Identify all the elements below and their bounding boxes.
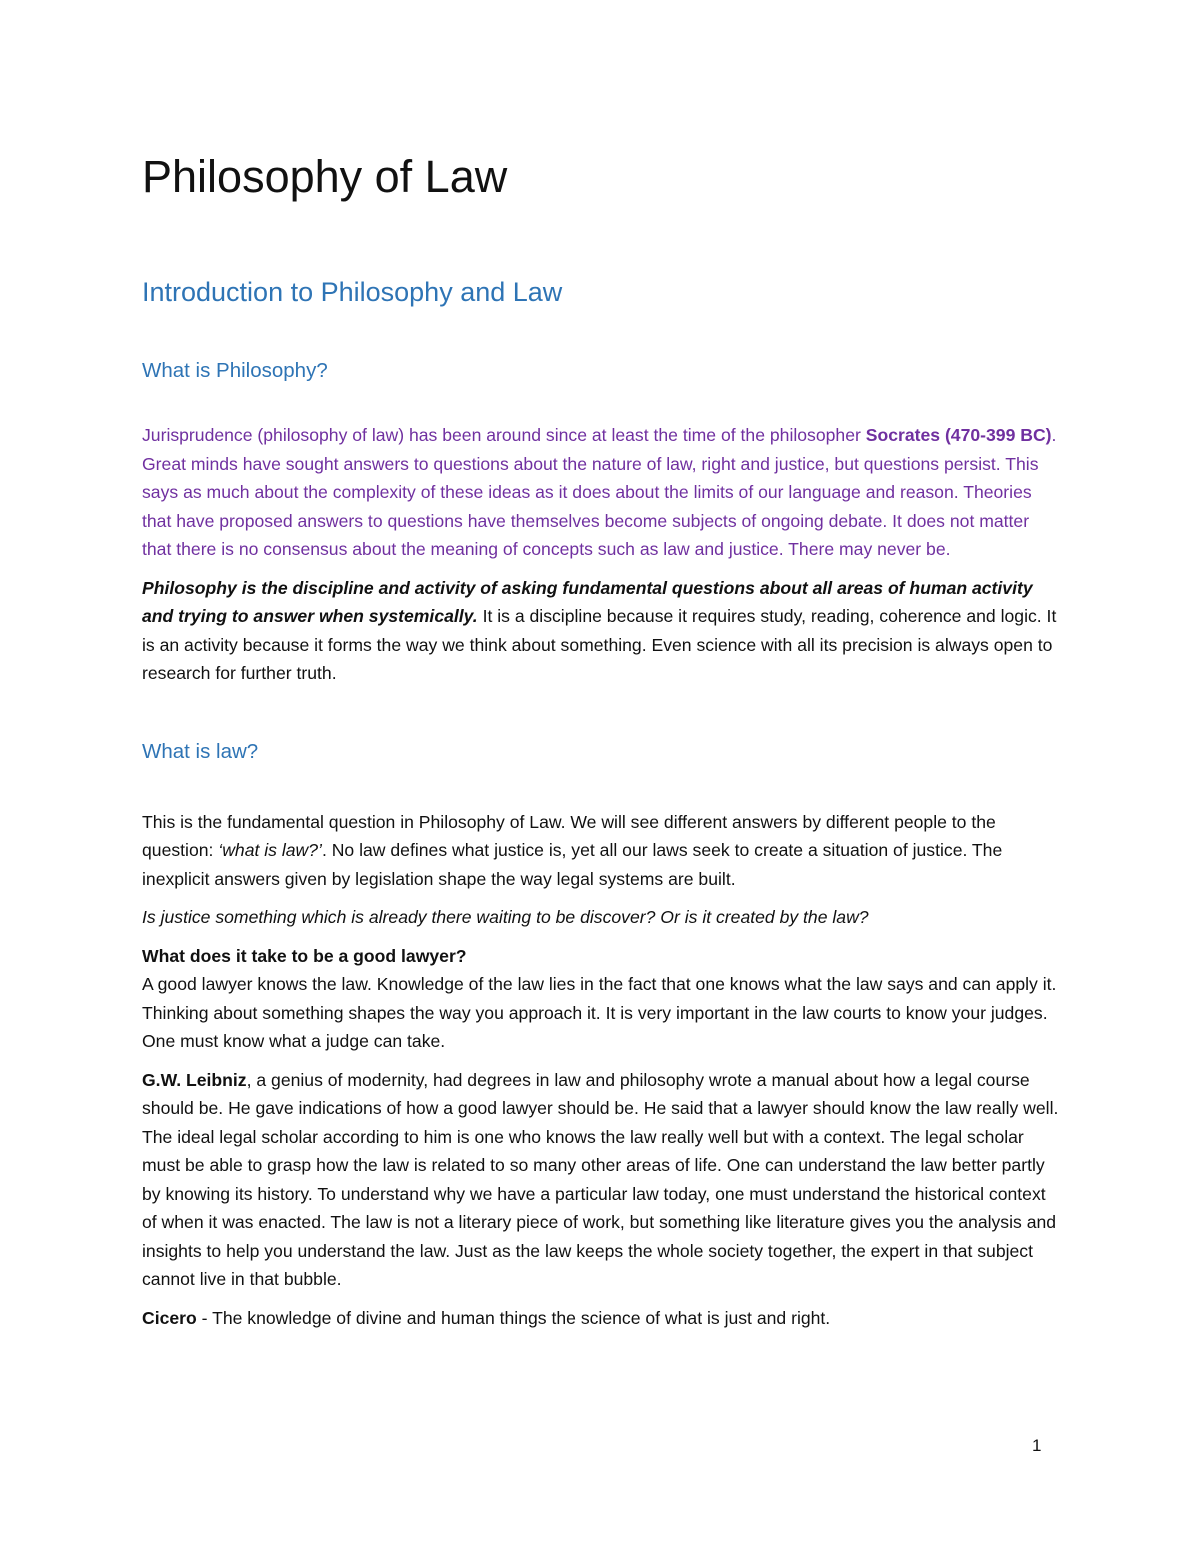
philosophy-definition-text: It is a discipline because it requires study, reading, coherence and logic. It is an activity because it forms the way we think about something. Even science with all its precision is always open to research for further truth.	[142, 606, 1057, 683]
socrates-bold: Socrates (470-399 BC)	[865, 425, 1052, 445]
paragraph-justice-question: Is justice something which is already there waiting to be discover? Or is it created by the law?	[142, 907, 869, 927]
good-lawyer-heading: What does it take to be a good lawyer?	[142, 945, 467, 966]
document-body	[142, 148, 1062, 1332]
paragraph-good-lawyer	[142, 942, 1062, 1056]
paragraph-fundamental-question	[142, 808, 1062, 894]
paragraph-cicero	[142, 1304, 1062, 1333]
cicero-text: - The knowledge of divine and human things the science of what is just and right.	[196, 1307, 831, 1328]
heading-what-is-philosophy: What is Philosophy?	[142, 359, 328, 382]
jurisprudence-text-end: . Great minds have sought answers to questions about the nature of law, right and justice, but questions persist. This says as much about the complexity of these ideas as it does about the limits of our language and reason. Theories that have proposed answers to questions have themselves become subjects of ongoing debate. It does not matter that there is no consensus about the meaning of concepts such as law and justice. There may never be.	[142, 425, 1057, 559]
philosophy-definition-emphasis: Philosophy is the discipline and activity of asking fundamental questions about all areas of human activity and trying to answer when systemically.	[142, 577, 1033, 626]
good-lawyer-text: A good lawyer knows the law. Knowledge of the law lies in the fact that one knows what the law says and can apply it. Thinking about something shapes the way you approach it. It is very important in the law courts to know your judges. One must know what a judge can take.	[142, 974, 1057, 1051]
document-title: Philosophy of Law	[142, 151, 508, 202]
paragraph-leibniz	[142, 1066, 1062, 1294]
fundamental-text-start: This is the fundamental question in Philosophy of Law. We will see different answers by different people to the question:	[142, 811, 996, 860]
leibniz-text: , a genius of modernity, had degrees in law and philosophy wrote a manual about how a legal course should be. He gave indications of how a good lawyer should be. He said that a lawyer should know the law really well. The ideal legal scholar according to him is one who knows the law really well but with a context. The legal scholar must be able to grasp how the law is related to so many other areas of life. One can understand the law better partly by knowing its history. To understand why we have a particular law today, one must understand the historical context of when it was enacted. The law is not a literary piece of work, but something like literature gives you the analysis and insights to help you understand the law. Just as the law keeps the whole society together, the expert in that subject cannot live in that bubble.	[142, 1069, 1059, 1289]
what-is-law-quote: ‘what is law?’	[218, 840, 322, 860]
leibniz-name: G.W. Leibniz	[142, 1069, 247, 1090]
fundamental-text-end: . No law defines what justice is, yet all our laws seek to create a situation of justice. The inexplicit answers given by legislation shape the way legal systems are built.	[142, 840, 1003, 889]
paragraph-philosophy-definition	[142, 574, 1062, 688]
cicero-name: Cicero	[142, 1307, 197, 1328]
jurisprudence-text-start: Jurisprudence (philosophy of law) has been around since at least the time of the philosopher	[142, 425, 866, 445]
heading-introduction: Introduction to Philosophy and Law	[142, 277, 563, 307]
heading-what-is-law: What is law?	[142, 739, 259, 763]
paragraph-jurisprudence	[142, 421, 1062, 564]
page-number: 1	[1032, 1436, 1042, 1455]
